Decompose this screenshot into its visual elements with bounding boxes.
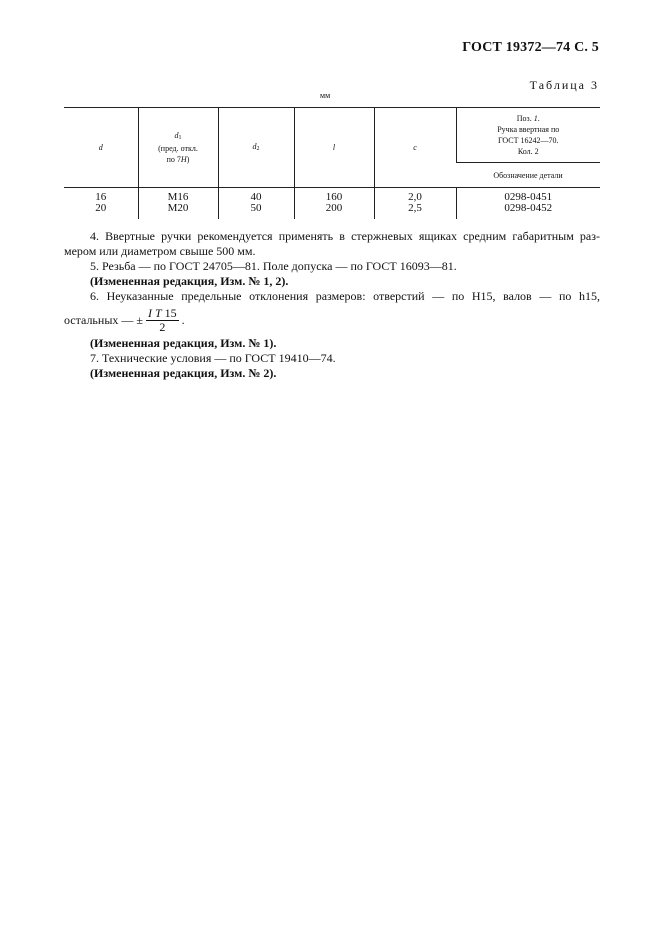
formula-fraction bbox=[146, 307, 179, 334]
cell-d2: 50 bbox=[218, 203, 294, 219]
notes-section bbox=[64, 229, 600, 381]
cell-designation: 0298-0451 bbox=[456, 188, 600, 204]
header-l: l bbox=[294, 108, 374, 188]
formula-prefix: остальных — ± bbox=[64, 312, 143, 327]
cell-d: 16 bbox=[95, 191, 107, 203]
note-4-line-1: 4. Ввертные ручки рекомендуется применять в стержневых ящиках средним габаритным раз- bbox=[90, 229, 600, 243]
fraction-numerator: I T 15 bbox=[147, 305, 177, 320]
unit-label: мм bbox=[320, 91, 331, 100]
note-5: 5. Резьба — по ГОСТ 24705—81. Поле допуска — по ГОСТ 16093—81. bbox=[90, 259, 457, 273]
table-header-row bbox=[64, 108, 600, 163]
note-6-formula bbox=[64, 304, 600, 336]
note-5-change: (Измененная редакция, Изм. № 1, 2). bbox=[90, 274, 289, 288]
note-7-change: (Измененная редакция, Изм. № 2). bbox=[90, 366, 277, 380]
spec-table bbox=[64, 107, 600, 219]
note-6-change: (Измененная редакция, Изм. № 1). bbox=[90, 336, 277, 350]
table-row bbox=[64, 188, 600, 204]
header-d2: $d_2$ bbox=[218, 108, 294, 188]
table-label: Таблица 3 bbox=[529, 78, 599, 92]
header-position: Поз. 1. Ручка ввертная по ГОСТ 16242—70. Кол. 2 bbox=[456, 108, 600, 163]
header-d: d bbox=[64, 108, 138, 188]
formula-suffix: . bbox=[181, 312, 185, 327]
header-designation: Обозначение детали bbox=[456, 163, 600, 188]
cell-d1: M20 bbox=[138, 203, 218, 219]
table-row bbox=[64, 203, 600, 219]
note-6-line-1: 6. Неуказанные предельные отклонения размеров: отверстий — по Н15, валов — по h15, bbox=[90, 289, 600, 303]
cell-c: 2,5 bbox=[374, 203, 456, 219]
cell-d: 20 bbox=[95, 202, 107, 214]
cell-l: 160 bbox=[294, 188, 374, 204]
cell-d2: 40 bbox=[218, 188, 294, 204]
header-c: c bbox=[374, 108, 456, 188]
note-4-line-2: мером или диаметром свыше 500 мм. bbox=[64, 244, 256, 258]
fraction-denominator: 2 bbox=[159, 319, 166, 334]
page-header: ГОСТ 19372—74 С. 5 bbox=[462, 40, 599, 55]
cell-c: 2,0 bbox=[374, 188, 456, 204]
cell-l: 200 bbox=[294, 203, 374, 219]
cell-d1: M16 bbox=[138, 188, 218, 204]
header-d1: $d_1$ (пред. откл. по 7H) bbox=[138, 108, 218, 188]
note-7: 7. Технические условия — по ГОСТ 19410—74. bbox=[90, 351, 336, 365]
cell-designation: 0298-0452 bbox=[456, 203, 600, 219]
